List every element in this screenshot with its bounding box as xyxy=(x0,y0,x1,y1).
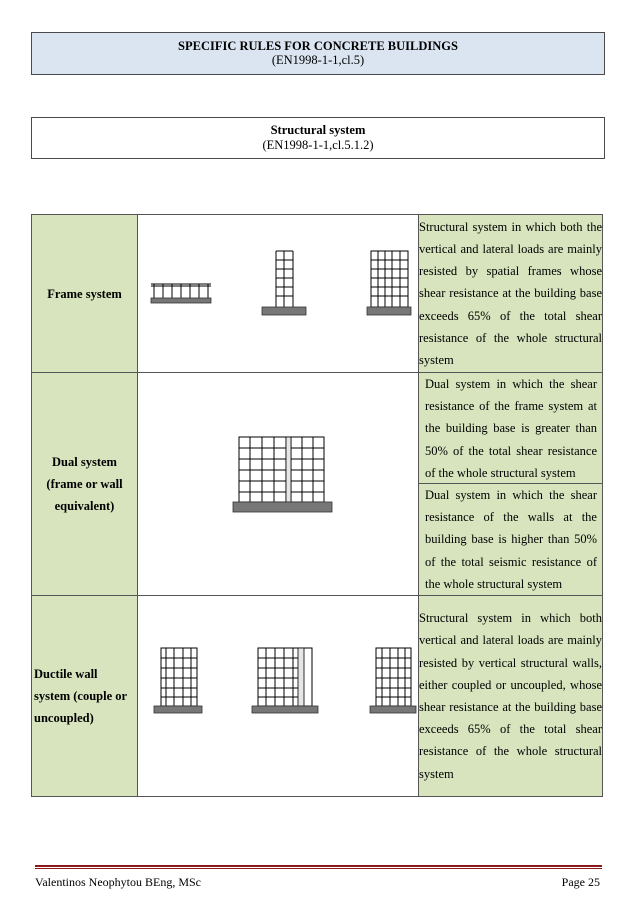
ductile-wall-label-line3: uncoupled) xyxy=(34,711,94,726)
footer-divider-thin xyxy=(35,868,602,869)
dual-system-frame-description: Dual system in which the shear resistance of the frame system at the building base is greater than 50% of the total shear resistance of the whole structural system xyxy=(425,377,597,480)
ductile-wall-diagram xyxy=(138,596,419,796)
dual-system-wall-description: Dual system in which the shear resistance of the walls at the building base is higher than 50% of the total seismic resistance of the whole structural system xyxy=(419,483,602,595)
section-reference: (EN1998-1-1,cl.5) xyxy=(271,53,365,67)
dual-system-label-line2: (frame or wall xyxy=(46,477,123,491)
dual-system-diagram xyxy=(138,373,419,595)
table-row-dual-system xyxy=(32,373,603,596)
ductile-wall-label-line2: system (couple or xyxy=(34,689,128,704)
frame-system-label: Frame system xyxy=(32,215,138,373)
footer-page-number: Page 25 xyxy=(561,875,600,889)
section-title: SPECIFIC RULES FOR CONCRETE BUILDINGS xyxy=(178,39,458,53)
subsection-title-box xyxy=(31,117,605,159)
dual-system-figure xyxy=(138,373,419,596)
ductile-wall-figure xyxy=(138,596,419,797)
footer-author: Valentinos Neophytou BEng, MSc xyxy=(35,875,201,889)
ductile-wall-label xyxy=(32,596,138,797)
subsection-title: Structural system xyxy=(270,123,366,137)
frame-system-description: Structural system in which both the vertical and lateral loads are mainly resisted by spatial frames whose shear resistance at the building base exceeds 65% of the total shear resistance of the whole structural system xyxy=(419,215,603,373)
dual-system-descriptions xyxy=(419,373,603,596)
frame-system-diagram xyxy=(138,215,419,372)
dual-system-label xyxy=(32,373,138,596)
dual-system-label-line1: Dual system xyxy=(52,455,117,469)
subsection-reference: (EN1998-1-1,cl.5.1.2) xyxy=(262,138,374,152)
ductile-wall-label-line1: Ductile wall xyxy=(34,667,98,682)
frame-system-figure xyxy=(138,215,419,373)
dual-system-label-line3: equivalent) xyxy=(54,499,115,513)
table-row-frame-system xyxy=(32,215,603,373)
structural-systems-table xyxy=(31,214,603,797)
ductile-wall-description: Structural system in which both vertical and lateral loads are mainly resisted by vertical structural walls, either coupled or uncoupled, whose shear resistance at the building base exceeds 65% of the total shear resistance of the whole structural system xyxy=(419,596,603,797)
section-title-box xyxy=(31,32,605,75)
footer-divider xyxy=(35,865,602,867)
table-row-ductile-wall-system xyxy=(32,596,603,797)
